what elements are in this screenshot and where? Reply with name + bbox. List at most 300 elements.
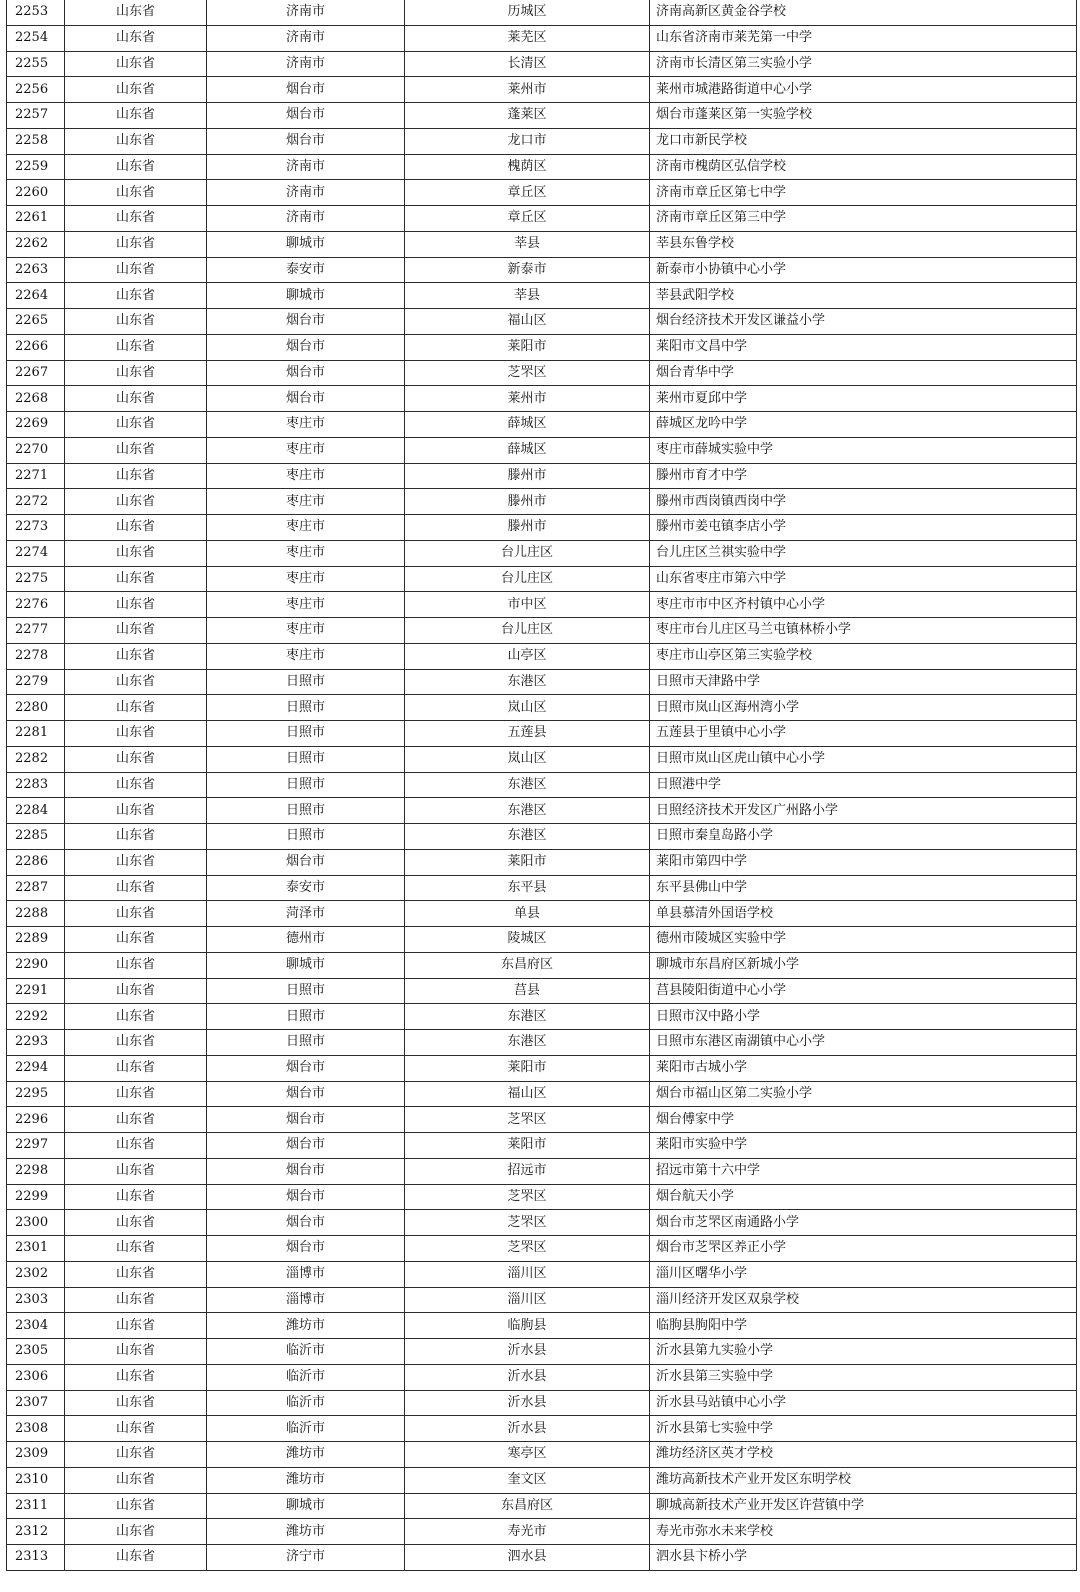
district-cell: 东港区	[405, 1030, 650, 1056]
row-number-cell: 2310	[7, 1467, 65, 1493]
table-row	[7, 1313, 1077, 1339]
row-number-cell: 2292	[7, 1004, 65, 1030]
school-list-body	[7, 0, 1077, 1570]
school-name-cell: 泗水县卞桥小学	[650, 1545, 1077, 1571]
table-row	[7, 952, 1077, 978]
city-cell: 枣庄市	[207, 412, 405, 438]
row-number-cell: 2297	[7, 1133, 65, 1159]
school-name-cell: 东平县佛山中学	[650, 875, 1077, 901]
school-name-cell: 莒县陵阳街道中心小学	[650, 978, 1077, 1004]
district-cell: 岚山区	[405, 746, 650, 772]
district-cell: 东港区	[405, 798, 650, 824]
district-cell: 东昌府区	[405, 952, 650, 978]
row-number-cell: 2312	[7, 1519, 65, 1545]
table-row	[7, 154, 1077, 180]
province-cell: 山东省	[65, 257, 207, 283]
row-number-cell: 2262	[7, 231, 65, 257]
province-cell: 山东省	[65, 154, 207, 180]
district-cell: 奎文区	[405, 1467, 650, 1493]
province-cell: 山东省	[65, 1519, 207, 1545]
table-row	[7, 1107, 1077, 1133]
school-name-cell: 淄川区曙华小学	[650, 1261, 1077, 1287]
table-row	[7, 901, 1077, 927]
city-cell: 日照市	[207, 978, 405, 1004]
district-cell: 新泰市	[405, 257, 650, 283]
row-number-cell: 2301	[7, 1236, 65, 1262]
school-name-cell: 单县慕清外国语学校	[650, 901, 1077, 927]
city-cell: 临沂市	[207, 1364, 405, 1390]
province-cell: 山东省	[65, 309, 207, 335]
province-cell: 山东省	[65, 1081, 207, 1107]
district-cell: 滕州市	[405, 463, 650, 489]
district-cell: 淄川区	[405, 1261, 650, 1287]
table-row	[7, 489, 1077, 515]
district-cell: 蓬莱区	[405, 103, 650, 129]
district-cell: 沂水县	[405, 1390, 650, 1416]
table-row	[7, 437, 1077, 463]
school-name-cell: 日照市东港区南湖镇中心小学	[650, 1030, 1077, 1056]
city-cell: 枣庄市	[207, 566, 405, 592]
table-row	[7, 592, 1077, 618]
school-name-cell: 济南高新区黄金谷学校	[650, 0, 1077, 25]
school-name-cell: 莱阳市古城小学	[650, 1055, 1077, 1081]
province-cell: 山东省	[65, 1339, 207, 1365]
school-name-cell: 日照经济技术开发区广州路小学	[650, 798, 1077, 824]
school-name-cell: 莱阳市实验中学	[650, 1133, 1077, 1159]
row-number-cell: 2261	[7, 206, 65, 232]
row-number-cell: 2309	[7, 1442, 65, 1468]
province-cell: 山东省	[65, 849, 207, 875]
city-cell: 日照市	[207, 824, 405, 850]
table-row	[7, 206, 1077, 232]
school-name-cell: 莱州市城港路街道中心小学	[650, 77, 1077, 103]
city-cell: 烟台市	[207, 1184, 405, 1210]
school-name-cell: 沂水县马站镇中心小学	[650, 1390, 1077, 1416]
table-row	[7, 849, 1077, 875]
school-name-cell: 潍坊经济区英才学校	[650, 1442, 1077, 1468]
table-row	[7, 927, 1077, 953]
district-cell: 滕州市	[405, 489, 650, 515]
province-cell: 山东省	[65, 360, 207, 386]
district-cell: 莱芜区	[405, 25, 650, 51]
table-row	[7, 721, 1077, 747]
table-row	[7, 283, 1077, 309]
table-row	[7, 0, 1077, 25]
city-cell: 烟台市	[207, 77, 405, 103]
table-row	[7, 360, 1077, 386]
school-name-cell: 沂水县第九实验小学	[650, 1339, 1077, 1365]
table-row	[7, 180, 1077, 206]
table-row	[7, 772, 1077, 798]
district-cell: 东港区	[405, 772, 650, 798]
row-number-cell: 2300	[7, 1210, 65, 1236]
table-row	[7, 1467, 1077, 1493]
table-row	[7, 1416, 1077, 1442]
province-cell: 山东省	[65, 721, 207, 747]
city-cell: 日照市	[207, 695, 405, 721]
province-cell: 山东省	[65, 592, 207, 618]
school-name-cell: 五莲县于里镇中心小学	[650, 721, 1077, 747]
row-number-cell: 2259	[7, 154, 65, 180]
city-cell: 枣庄市	[207, 437, 405, 463]
city-cell: 日照市	[207, 746, 405, 772]
province-cell: 山东省	[65, 1545, 207, 1571]
province-cell: 山东省	[65, 0, 207, 25]
row-number-cell: 2284	[7, 798, 65, 824]
district-cell: 沂水县	[405, 1416, 650, 1442]
school-name-cell: 山东省济南市莱芜第一中学	[650, 25, 1077, 51]
row-number-cell: 2268	[7, 386, 65, 412]
school-name-cell: 薛城区龙吟中学	[650, 412, 1077, 438]
row-number-cell: 2307	[7, 1390, 65, 1416]
school-name-cell: 烟台青华中学	[650, 360, 1077, 386]
district-cell: 长清区	[405, 51, 650, 77]
district-cell: 莱州市	[405, 386, 650, 412]
table-row	[7, 566, 1077, 592]
school-name-cell: 莱阳市第四中学	[650, 849, 1077, 875]
province-cell: 山东省	[65, 1133, 207, 1159]
school-name-cell: 济南市长清区第三实验小学	[650, 51, 1077, 77]
row-number-cell: 2258	[7, 128, 65, 154]
city-cell: 枣庄市	[207, 592, 405, 618]
city-cell: 淄博市	[207, 1287, 405, 1313]
city-cell: 潍坊市	[207, 1519, 405, 1545]
province-cell: 山东省	[65, 1313, 207, 1339]
city-cell: 烟台市	[207, 386, 405, 412]
row-number-cell: 2272	[7, 489, 65, 515]
row-number-cell: 2299	[7, 1184, 65, 1210]
school-name-cell: 聊城高新技术产业开发区许营镇中学	[650, 1493, 1077, 1519]
table-row	[7, 1055, 1077, 1081]
row-number-cell: 2287	[7, 875, 65, 901]
district-cell: 寒亭区	[405, 1442, 650, 1468]
province-cell: 山东省	[65, 824, 207, 850]
table-row	[7, 618, 1077, 644]
province-cell: 山东省	[65, 437, 207, 463]
school-name-cell: 济南市槐荫区弘信学校	[650, 154, 1077, 180]
row-number-cell: 2278	[7, 643, 65, 669]
district-cell: 寿光市	[405, 1519, 650, 1545]
row-number-cell: 2270	[7, 437, 65, 463]
school-name-cell: 沂水县第七实验中学	[650, 1416, 1077, 1442]
district-cell: 芝罘区	[405, 1236, 650, 1262]
table-row	[7, 1004, 1077, 1030]
district-cell: 单县	[405, 901, 650, 927]
province-cell: 山东省	[65, 1467, 207, 1493]
school-name-cell: 莱阳市文昌中学	[650, 334, 1077, 360]
table-row	[7, 1210, 1077, 1236]
table-row	[7, 824, 1077, 850]
province-cell: 山东省	[65, 643, 207, 669]
province-cell: 山东省	[65, 489, 207, 515]
province-cell: 山东省	[65, 180, 207, 206]
school-name-cell: 烟台市芝罘区南通路小学	[650, 1210, 1077, 1236]
table-row	[7, 1236, 1077, 1262]
row-number-cell: 2267	[7, 360, 65, 386]
school-name-cell: 台儿庄区兰祺实验中学	[650, 540, 1077, 566]
row-number-cell: 2263	[7, 257, 65, 283]
school-name-cell: 枣庄市山亭区第三实验学校	[650, 643, 1077, 669]
city-cell: 泰安市	[207, 257, 405, 283]
district-cell: 东港区	[405, 669, 650, 695]
row-number-cell: 2283	[7, 772, 65, 798]
city-cell: 临沂市	[207, 1416, 405, 1442]
city-cell: 菏泽市	[207, 901, 405, 927]
row-number-cell: 2271	[7, 463, 65, 489]
district-cell: 龙口市	[405, 128, 650, 154]
school-name-cell: 日照市天津路中学	[650, 669, 1077, 695]
city-cell: 淄博市	[207, 1261, 405, 1287]
province-cell: 山东省	[65, 772, 207, 798]
table-row	[7, 1158, 1077, 1184]
city-cell: 济南市	[207, 51, 405, 77]
province-cell: 山东省	[65, 1030, 207, 1056]
school-name-cell: 济南市章丘区第七中学	[650, 180, 1077, 206]
city-cell: 聊城市	[207, 231, 405, 257]
row-number-cell: 2276	[7, 592, 65, 618]
district-cell: 台儿庄区	[405, 566, 650, 592]
province-cell: 山东省	[65, 798, 207, 824]
district-cell: 东港区	[405, 824, 650, 850]
province-cell: 山东省	[65, 1236, 207, 1262]
row-number-cell: 2256	[7, 77, 65, 103]
row-number-cell: 2274	[7, 540, 65, 566]
row-number-cell: 2260	[7, 180, 65, 206]
province-cell: 山东省	[65, 978, 207, 1004]
province-cell: 山东省	[65, 1416, 207, 1442]
table-row	[7, 540, 1077, 566]
row-number-cell: 2302	[7, 1261, 65, 1287]
row-number-cell: 2313	[7, 1545, 65, 1571]
school-name-cell: 寿光市弥水未来学校	[650, 1519, 1077, 1545]
row-number-cell: 2254	[7, 25, 65, 51]
province-cell: 山东省	[65, 927, 207, 953]
city-cell: 潍坊市	[207, 1442, 405, 1468]
table-row	[7, 1390, 1077, 1416]
school-name-cell: 临朐县朐阳中学	[650, 1313, 1077, 1339]
table-row	[7, 643, 1077, 669]
city-cell: 枣庄市	[207, 540, 405, 566]
city-cell: 济南市	[207, 25, 405, 51]
district-cell: 东平县	[405, 875, 650, 901]
city-cell: 临沂市	[207, 1339, 405, 1365]
table-row	[7, 1287, 1077, 1313]
province-cell: 山东省	[65, 1364, 207, 1390]
school-name-cell: 新泰市小协镇中心小学	[650, 257, 1077, 283]
school-name-cell: 日照港中学	[650, 772, 1077, 798]
row-number-cell: 2253	[7, 0, 65, 25]
school-name-cell: 德州市陵城区实验中学	[650, 927, 1077, 953]
province-cell: 山东省	[65, 952, 207, 978]
district-cell: 莱阳市	[405, 1055, 650, 1081]
table-row	[7, 1081, 1077, 1107]
city-cell: 枣庄市	[207, 489, 405, 515]
school-name-cell: 龙口市新民学校	[650, 128, 1077, 154]
city-cell: 烟台市	[207, 309, 405, 335]
school-name-cell: 枣庄市薛城实验中学	[650, 437, 1077, 463]
row-number-cell: 2264	[7, 283, 65, 309]
province-cell: 山东省	[65, 901, 207, 927]
district-cell: 芝罘区	[405, 1184, 650, 1210]
school-name-cell: 山东省枣庄市第六中学	[650, 566, 1077, 592]
province-cell: 山东省	[65, 1287, 207, 1313]
table-row	[7, 1519, 1077, 1545]
row-number-cell: 2294	[7, 1055, 65, 1081]
table-row	[7, 1493, 1077, 1519]
row-number-cell: 2288	[7, 901, 65, 927]
city-cell: 烟台市	[207, 1236, 405, 1262]
district-cell: 陵城区	[405, 927, 650, 953]
district-cell: 山亭区	[405, 643, 650, 669]
school-name-cell: 烟台市蓬莱区第一实验学校	[650, 103, 1077, 129]
table-row	[7, 515, 1077, 541]
row-number-cell: 2303	[7, 1287, 65, 1313]
table-row	[7, 875, 1077, 901]
row-number-cell: 2273	[7, 515, 65, 541]
province-cell: 山东省	[65, 283, 207, 309]
table-row	[7, 334, 1077, 360]
city-cell: 烟台市	[207, 128, 405, 154]
district-cell: 莘县	[405, 231, 650, 257]
school-name-cell: 滕州市姜屯镇李店小学	[650, 515, 1077, 541]
city-cell: 烟台市	[207, 849, 405, 875]
city-cell: 济南市	[207, 206, 405, 232]
school-name-cell: 烟台傅家中学	[650, 1107, 1077, 1133]
table-row	[7, 386, 1077, 412]
row-number-cell: 2296	[7, 1107, 65, 1133]
city-cell: 烟台市	[207, 360, 405, 386]
province-cell: 山东省	[65, 1158, 207, 1184]
province-cell: 山东省	[65, 77, 207, 103]
school-name-cell: 淄川经济开发区双泉学校	[650, 1287, 1077, 1313]
row-number-cell: 2293	[7, 1030, 65, 1056]
district-cell: 五莲县	[405, 721, 650, 747]
school-name-cell: 聊城市东昌府区新城小学	[650, 952, 1077, 978]
province-cell: 山东省	[65, 540, 207, 566]
school-name-cell: 烟台市芝罘区养正小学	[650, 1236, 1077, 1262]
district-cell: 芝罘区	[405, 360, 650, 386]
table-row	[7, 1545, 1077, 1571]
table-row	[7, 978, 1077, 1004]
table-row	[7, 25, 1077, 51]
school-name-cell: 日照市秦皇岛路小学	[650, 824, 1077, 850]
table-row	[7, 77, 1077, 103]
row-number-cell: 2306	[7, 1364, 65, 1390]
row-number-cell: 2311	[7, 1493, 65, 1519]
city-cell: 烟台市	[207, 1133, 405, 1159]
district-cell: 槐荫区	[405, 154, 650, 180]
row-number-cell: 2295	[7, 1081, 65, 1107]
school-name-cell: 日照市岚山区虎山镇中心小学	[650, 746, 1077, 772]
table-row	[7, 1339, 1077, 1365]
district-cell: 东昌府区	[405, 1493, 650, 1519]
province-cell: 山东省	[65, 1390, 207, 1416]
district-cell: 薛城区	[405, 412, 650, 438]
province-cell: 山东省	[65, 463, 207, 489]
school-name-cell: 莘县武阳学校	[650, 283, 1077, 309]
city-cell: 济南市	[207, 0, 405, 25]
city-cell: 济南市	[207, 154, 405, 180]
district-cell: 台儿庄区	[405, 618, 650, 644]
district-cell: 泗水县	[405, 1545, 650, 1571]
district-cell: 芝罘区	[405, 1210, 650, 1236]
city-cell: 日照市	[207, 772, 405, 798]
school-name-cell: 沂水县第三实验中学	[650, 1364, 1077, 1390]
table-row	[7, 463, 1077, 489]
school-name-cell: 枣庄市台儿庄区马兰屯镇林桥小学	[650, 618, 1077, 644]
city-cell: 烟台市	[207, 103, 405, 129]
district-cell: 薛城区	[405, 437, 650, 463]
row-number-cell: 2290	[7, 952, 65, 978]
province-cell: 山东省	[65, 669, 207, 695]
province-cell: 山东省	[65, 1107, 207, 1133]
row-number-cell: 2279	[7, 669, 65, 695]
province-cell: 山东省	[65, 1442, 207, 1468]
province-cell: 山东省	[65, 1055, 207, 1081]
city-cell: 聊城市	[207, 283, 405, 309]
district-cell: 莱阳市	[405, 334, 650, 360]
school-name-cell: 滕州市育才中学	[650, 463, 1077, 489]
city-cell: 枣庄市	[207, 463, 405, 489]
table-row	[7, 1442, 1077, 1468]
province-cell: 山东省	[65, 566, 207, 592]
row-number-cell: 2275	[7, 566, 65, 592]
province-cell: 山东省	[65, 1210, 207, 1236]
province-cell: 山东省	[65, 1184, 207, 1210]
district-cell: 莱阳市	[405, 1133, 650, 1159]
province-cell: 山东省	[65, 1004, 207, 1030]
district-cell: 滕州市	[405, 515, 650, 541]
district-cell: 莱阳市	[405, 849, 650, 875]
province-cell: 山东省	[65, 515, 207, 541]
district-cell: 沂水县	[405, 1364, 650, 1390]
school-name-cell: 枣庄市市中区齐村镇中心小学	[650, 592, 1077, 618]
city-cell: 日照市	[207, 1030, 405, 1056]
district-cell: 章丘区	[405, 180, 650, 206]
table-row	[7, 1133, 1077, 1159]
province-cell: 山东省	[65, 128, 207, 154]
table-row	[7, 257, 1077, 283]
district-cell: 莒县	[405, 978, 650, 1004]
city-cell: 临沂市	[207, 1390, 405, 1416]
table-row	[7, 128, 1077, 154]
table-row	[7, 1184, 1077, 1210]
city-cell: 济宁市	[207, 1545, 405, 1571]
city-cell: 烟台市	[207, 1210, 405, 1236]
city-cell: 枣庄市	[207, 643, 405, 669]
table-row	[7, 695, 1077, 721]
province-cell: 山东省	[65, 875, 207, 901]
city-cell: 聊城市	[207, 1493, 405, 1519]
school-name-cell: 招远市第十六中学	[650, 1158, 1077, 1184]
district-cell: 莱州市	[405, 77, 650, 103]
table-row	[7, 1261, 1077, 1287]
city-cell: 烟台市	[207, 1107, 405, 1133]
school-name-cell: 莱州市夏邱中学	[650, 386, 1077, 412]
row-number-cell: 2280	[7, 695, 65, 721]
school-name-cell: 烟台航天小学	[650, 1184, 1077, 1210]
city-cell: 烟台市	[207, 1081, 405, 1107]
table-row	[7, 309, 1077, 335]
district-cell: 莘县	[405, 283, 650, 309]
school-name-cell: 烟台市福山区第二实验小学	[650, 1081, 1077, 1107]
province-cell: 山东省	[65, 25, 207, 51]
district-cell: 芝罘区	[405, 1107, 650, 1133]
row-number-cell: 2308	[7, 1416, 65, 1442]
school-name-cell: 滕州市西岗镇西岗中学	[650, 489, 1077, 515]
city-cell: 济南市	[207, 180, 405, 206]
school-name-cell: 潍坊高新技术产业开发区东明学校	[650, 1467, 1077, 1493]
